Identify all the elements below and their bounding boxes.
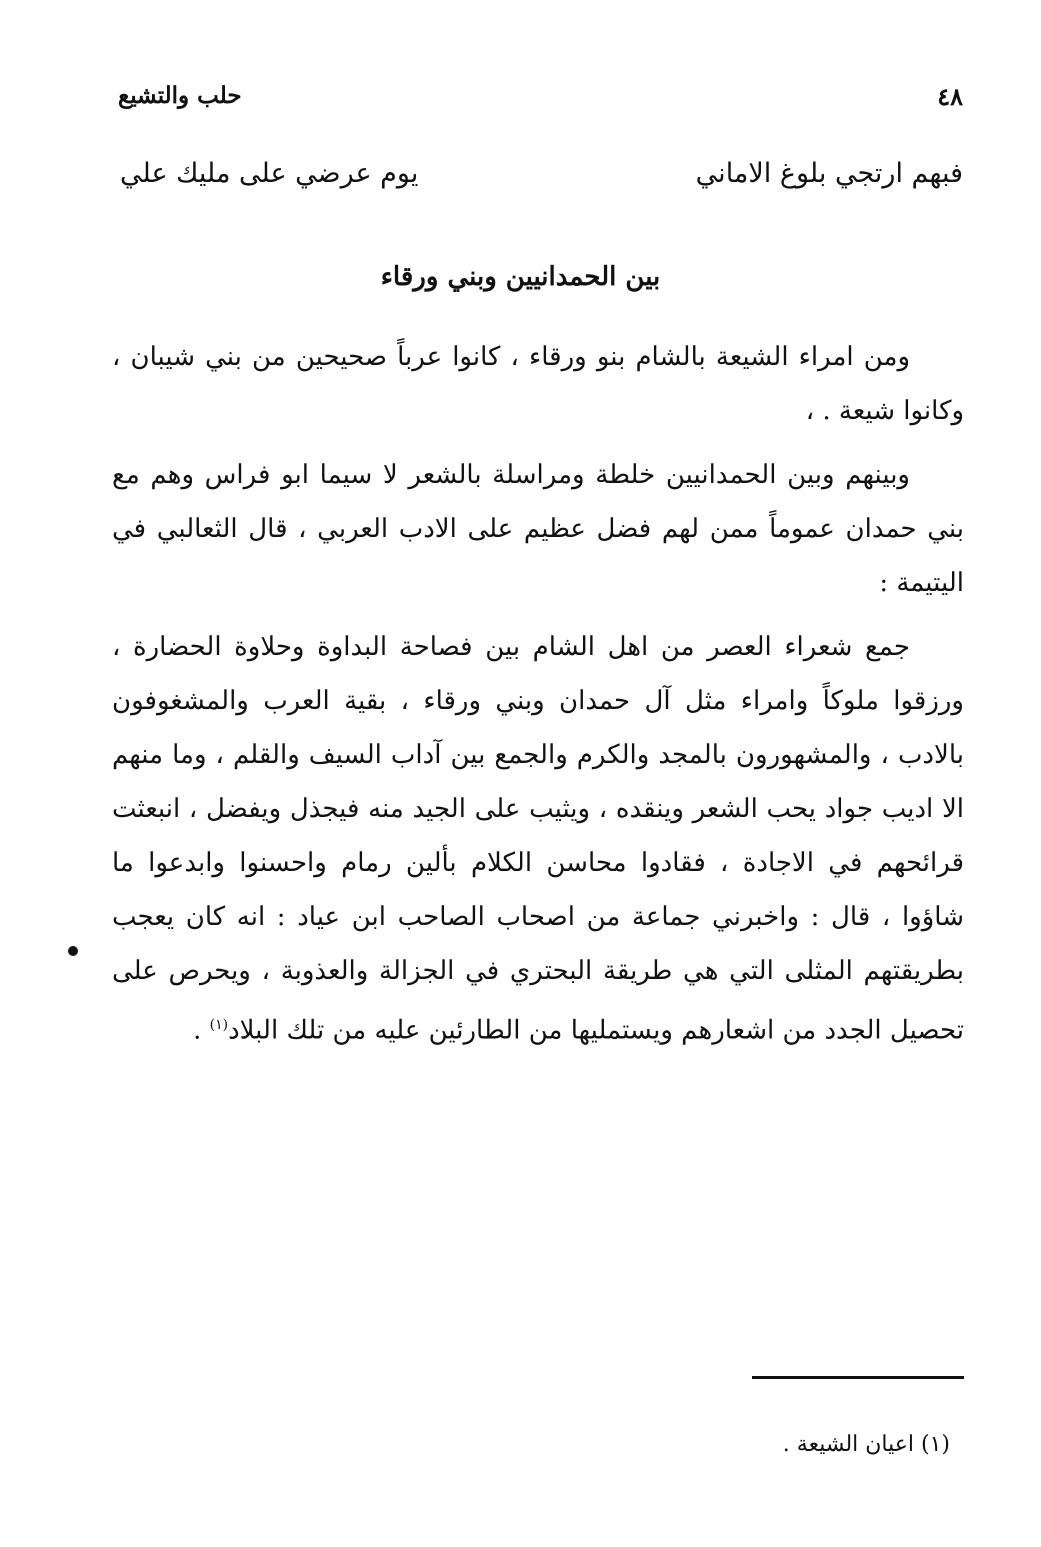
paragraph-3-text: جمع شعراء العصر من اهل الشام بين فصاحة البداوة وحلاوة الحضارة ، ورزقوا ملوكاً وامراء مثل آل حمدان وبني ورقاء ، بقية العرب والمشغوفون بالادب ، والمشهورون بالمجد والكرم والجمع بين آداب السيف والقلم ، وما منهم الا اديب جواد يحب الشعر وينقده ، ويثيب على الجيد منه فيجذل ويفضل ، انبعثت قرائحهم في الاجادة ، فقادوا محاسن الكلام بألين رمام واحسنوا وابدعوا ما شاؤوا ، قال : واخبرني جماعة من اصحاب الصاحب ابن عياد : انه كان يعجب بطريقتهم المثلى التي هي طريقة البحتري في الجزالة والعذوبة ، ويحرص على تحصيل الجدد من اشعارهم ويستمليها من الطارئين عليه من تلك البلاد xyxy=(112,632,964,1046)
section-heading: بين الحمدانيين وبني ورقاء xyxy=(380,262,661,292)
footnote-divider xyxy=(752,1376,964,1379)
paragraph-1: ومن امراء الشيعة بالشام بنو ورقاء ، كانوا عرباً صحيحين من بني شيبان ، وكانوا شيعة . ، xyxy=(112,342,964,426)
running-header-title: حلب والتشيع xyxy=(118,82,242,109)
verse-second-hemistich: يوم عرضي على مليك علي xyxy=(120,157,419,189)
page-number: ٤٨ xyxy=(937,82,963,111)
margin-bullet-mark xyxy=(68,946,78,956)
paragraph-2: وبينهم وبين الحمدانيين خلطة ومراسلة بالشعر لا سيما ابو فراس وهم مع بني حمدان عموماً ممن لهم فضل عظيم على الادب العربي ، قال الثعالبي في اليتيمة : xyxy=(112,460,964,598)
verse-first-hemistich: فبهم ارتجي بلوغ الاماني xyxy=(695,157,963,189)
poetry-verse xyxy=(120,148,963,198)
footnote: (١) اعيان الشيعة . xyxy=(782,1432,950,1457)
paragraph-3 xyxy=(112,620,964,1058)
footnote-marker: (١) xyxy=(209,1017,229,1033)
paragraph-3-end: . xyxy=(193,1015,210,1046)
